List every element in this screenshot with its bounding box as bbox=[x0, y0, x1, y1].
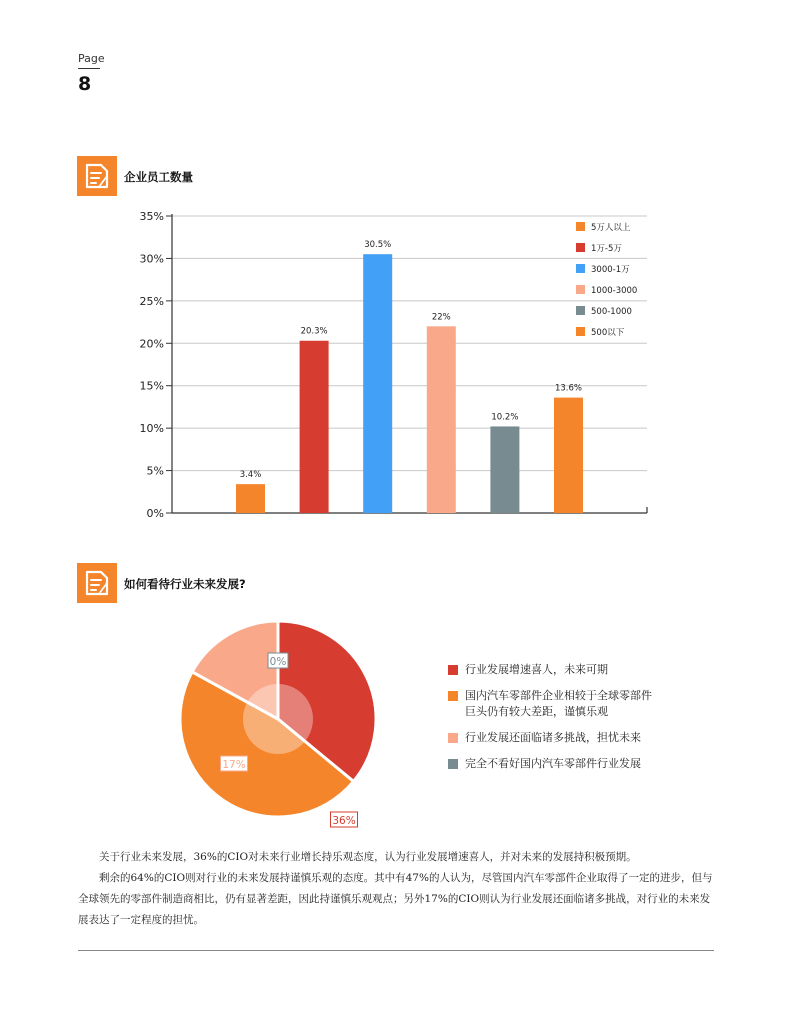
bar bbox=[554, 398, 583, 513]
legend-swatch bbox=[576, 306, 585, 315]
legend-item bbox=[448, 730, 708, 746]
legend-item bbox=[448, 756, 708, 772]
pie-value-label: 36% bbox=[332, 815, 356, 827]
body-paragraph: 剩余的64%的CIO则对行业的未来发展持谨慎乐观的态度。其中有47%的人认为，尽管国内汽车零部件企业取得了一定的进步，但与全球领先的零部件制造商相比，仍有显著差距，因此持谨慎乐观观点；另外17%的CIO则认为行业发展还面临诸多挑战，对行业的未来发展表达了一定程度的担忧。 bbox=[78, 872, 713, 926]
bar bbox=[490, 426, 519, 513]
legend-label: 巨头仍有较大差距，谨慎乐观 bbox=[465, 705, 608, 718]
legend-label: 完全不看好国内汽车零部件行业发展 bbox=[465, 757, 641, 770]
bar-value-label: 20.3% bbox=[300, 326, 328, 337]
legend-label: 500以下 bbox=[591, 328, 625, 338]
bar bbox=[236, 484, 265, 513]
pie-legend bbox=[448, 662, 708, 782]
legend-label: 行业发展还面临诸多挑战，担忧未来 bbox=[465, 731, 641, 744]
y-tick-label: 25% bbox=[139, 294, 164, 308]
bar bbox=[363, 254, 392, 513]
bar-value-label: 3.4% bbox=[239, 470, 262, 481]
y-tick-label: 0% bbox=[146, 507, 164, 520]
pie-center-overlay bbox=[243, 684, 313, 754]
bar bbox=[427, 326, 456, 513]
legend-swatch bbox=[448, 665, 458, 675]
y-tick-label: 30% bbox=[139, 252, 164, 266]
legend-label: 3000-1万 bbox=[591, 265, 630, 275]
y-tick-label: 35% bbox=[139, 210, 164, 223]
y-tick-label: 15% bbox=[139, 379, 164, 393]
y-tick-label: 5% bbox=[146, 464, 164, 478]
legend-swatch bbox=[576, 285, 585, 294]
legend-swatch bbox=[448, 759, 458, 769]
outlook-pie-chart bbox=[170, 615, 390, 835]
checklist-icon bbox=[77, 563, 117, 603]
employee-bar-chart bbox=[130, 205, 660, 523]
legend-label: 1000-3000 bbox=[591, 286, 638, 296]
legend-label: 5万人以上 bbox=[591, 223, 631, 233]
legend-item bbox=[448, 688, 708, 720]
legend-label: 国内汽车零部件企业相较于全球零部件 bbox=[465, 689, 652, 702]
bar-value-label: 22% bbox=[431, 312, 451, 323]
body-paragraph: 关于行业未来发展，36%的CIO对未来行业增长持乐观态度，认为行业发展增速喜人，并对未来的发展持积极预期。 bbox=[99, 851, 637, 863]
pie-value-label: 0% bbox=[269, 656, 287, 668]
y-tick-label: 20% bbox=[139, 337, 164, 351]
bar-value-label: 30.5% bbox=[364, 240, 392, 251]
bar-value-label: 10.2% bbox=[491, 412, 519, 423]
page-label: Page bbox=[78, 52, 105, 65]
pie-value-label: 17% bbox=[222, 759, 246, 771]
legend-item bbox=[448, 662, 708, 678]
legend-label: 行业发展增速喜人，未来可期 bbox=[465, 663, 608, 676]
bar-value-label: 13.6% bbox=[554, 383, 583, 394]
legend-label: 1万-5万 bbox=[591, 244, 622, 254]
legend-swatch bbox=[576, 222, 585, 231]
legend-swatch bbox=[576, 264, 585, 273]
section-title-employees: 企业员工数量 bbox=[124, 170, 193, 184]
bar bbox=[300, 341, 329, 513]
page-label-rule bbox=[78, 68, 100, 69]
page-number: 8 bbox=[78, 73, 92, 95]
checklist-icon bbox=[77, 156, 117, 196]
legend-swatch bbox=[448, 691, 458, 701]
legend-label: 500-1000 bbox=[591, 307, 632, 317]
footer-divider bbox=[78, 950, 714, 951]
legend-swatch bbox=[448, 733, 458, 743]
legend-swatch bbox=[576, 243, 585, 252]
y-tick-label: 10% bbox=[139, 422, 164, 436]
legend-swatch bbox=[576, 327, 585, 336]
section-title-outlook: 如何看待行业未来发展? bbox=[124, 577, 246, 591]
